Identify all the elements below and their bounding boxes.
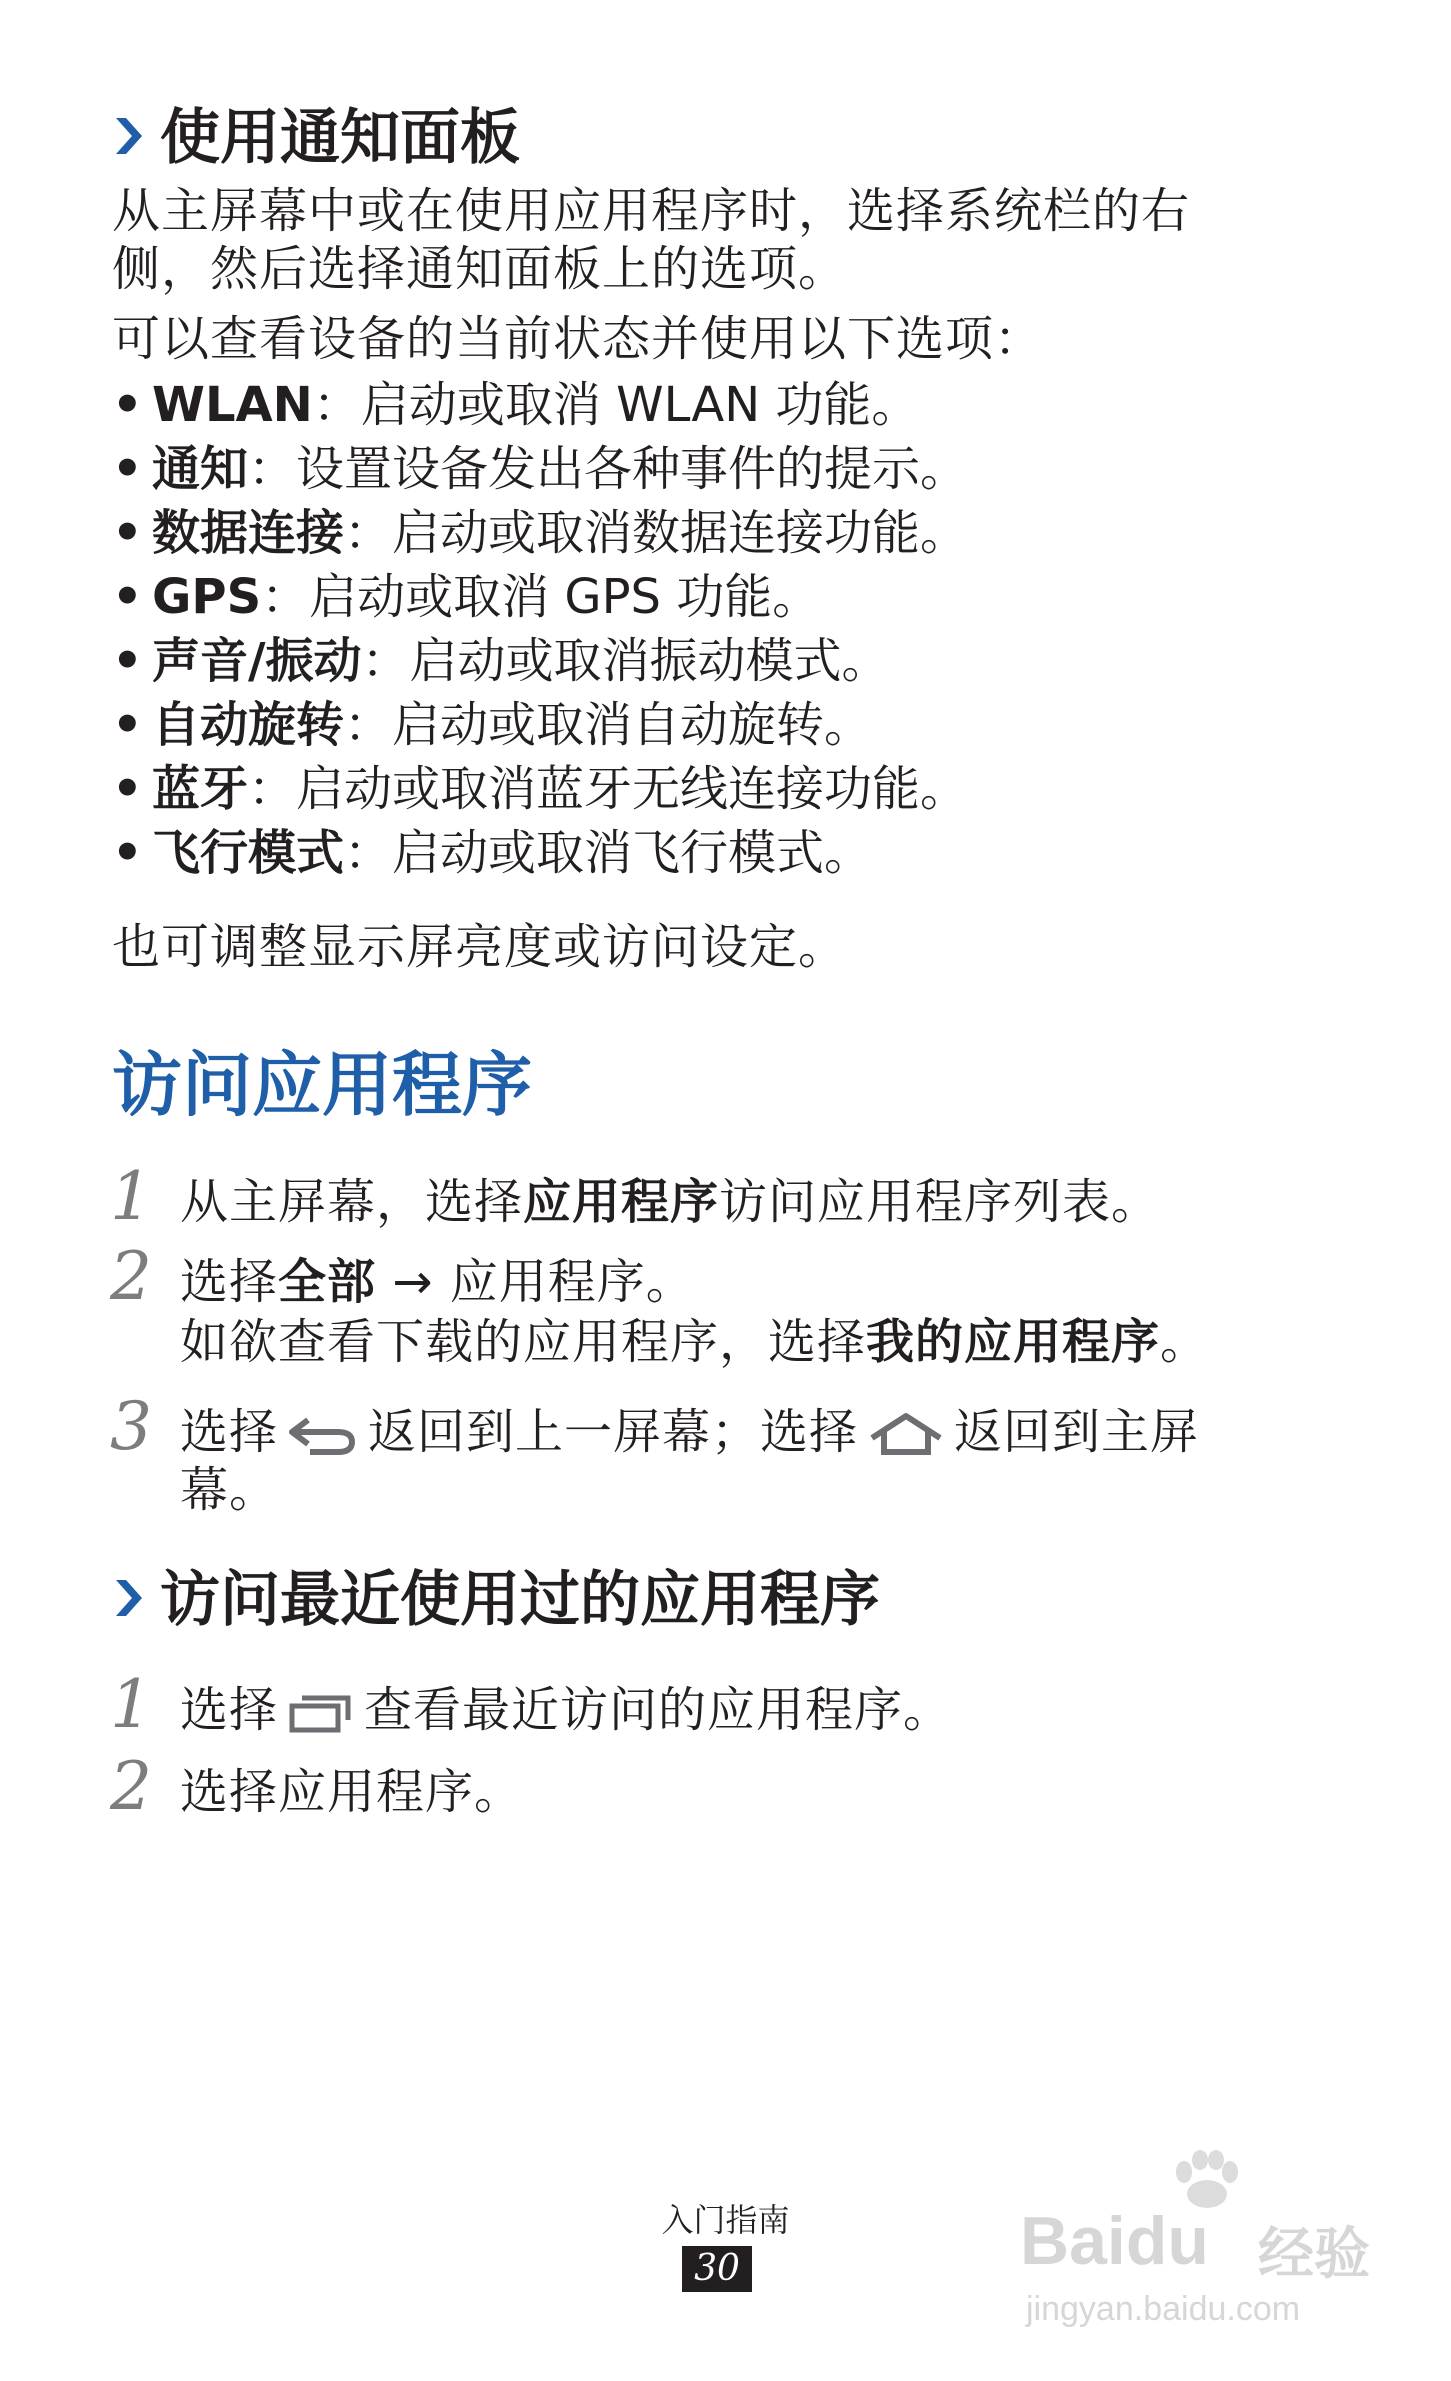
bullet-desc: ：启动或取消 WLAN 功能。 — [312, 377, 920, 433]
step-text: 返回到上一屏幕；选择 — [368, 1404, 859, 1460]
status-line: 可以查看设备的当前状态并使用以下选项： — [112, 311, 1044, 367]
bullet-dot: • — [112, 505, 143, 561]
back-arrow-icon — [288, 1412, 358, 1456]
notification-panel-heading-text: 使用通知面板 — [160, 103, 520, 173]
recent-step-1-text — [180, 1680, 952, 1740]
step-text: 访问应用程序列表。 — [719, 1174, 1161, 1230]
bullet-desc: ：启动或取消振动模式。 — [361, 633, 890, 689]
step-bold-term: 应用程序 — [523, 1174, 720, 1230]
step-bold-term: 我的应用程序 — [866, 1314, 1161, 1370]
step-3-line-2: 幕。 — [180, 1462, 279, 1518]
home-icon — [868, 1412, 944, 1456]
watermark-brand: Baidu — [1020, 2203, 1209, 2279]
step-text: 选择 — [180, 1404, 279, 1460]
access-apps-title: 访问应用程序 — [112, 1044, 532, 1126]
bullet-desc: ：启动或取消数据连接功能。 — [344, 505, 969, 561]
baidu-watermark — [1020, 2150, 1420, 2350]
step-text: 返回到主屏 — [954, 1404, 1200, 1460]
bullet-desc: ：启动或取消 GPS 功能。 — [261, 569, 821, 625]
step-text: 如欲查看下载的应用程序，选择 — [180, 1314, 867, 1370]
footer-section-label: 入门指南 — [661, 2201, 790, 2239]
bullet-term: GPS — [152, 569, 262, 625]
step-2-text — [180, 1252, 695, 1312]
step-text: 选择 — [180, 1682, 279, 1738]
step-2-line-2 — [180, 1312, 1209, 1372]
step-number: 2 — [110, 1238, 152, 1315]
bullet-item — [112, 502, 968, 564]
bullet-dot: • — [112, 697, 143, 753]
step-bold-term: 全部 — [278, 1254, 377, 1310]
bullet-term: 声音/振动 — [152, 633, 362, 689]
bullet-dot: • — [112, 569, 143, 625]
intro-line-1: 从主屏幕中或在使用应用程序时，选择系统栏的右 — [112, 183, 1191, 239]
bullet-item — [112, 438, 968, 500]
bullet-dot: • — [112, 633, 143, 689]
watermark-product: 经验 — [1258, 2222, 1370, 2285]
bullet-item — [112, 566, 820, 628]
bullet-term: 蓝牙 — [152, 761, 249, 817]
bullet-item — [112, 758, 968, 820]
bullet-item — [112, 630, 890, 692]
page-number: 30 — [682, 2246, 752, 2292]
recent-step-2-text: 选择应用程序。 — [180, 1764, 524, 1820]
bullet-term: 飞行模式 — [152, 825, 345, 881]
intro-line-2: 侧，然后选择通知面板上的选项。 — [112, 241, 848, 297]
step-text: → 应用程序。 — [376, 1254, 695, 1310]
bullet-desc: ：启动或取消飞行模式。 — [344, 825, 873, 881]
bullet-item — [112, 694, 872, 756]
paw-icon — [1170, 2150, 1240, 2210]
step-number: 3 — [110, 1388, 152, 1465]
recent-apps-icon — [288, 1690, 354, 1734]
bullet-desc: ：启动或取消自动旋转。 — [344, 697, 873, 753]
step-3-text — [180, 1402, 1199, 1462]
bullet-item — [112, 374, 919, 436]
bullet-dot: • — [112, 761, 143, 817]
bullet-dot: • — [112, 441, 143, 497]
bullet-term: 自动旋转 — [152, 697, 345, 753]
step-text: 。 — [1160, 1314, 1210, 1370]
step-number: 2 — [110, 1748, 152, 1825]
bullet-dot: • — [112, 825, 143, 881]
bullet-desc: ：启动或取消蓝牙无线连接功能。 — [248, 761, 969, 817]
recent-apps-heading-text: 访问最近使用过的应用程序 — [160, 1565, 880, 1635]
step-text: 从主屏幕，选择 — [180, 1174, 524, 1230]
step-1-text — [180, 1172, 1160, 1232]
bullet-term: 数据连接 — [152, 505, 345, 561]
bullet-term: 通知 — [152, 441, 249, 497]
step-number: 1 — [110, 1158, 152, 1235]
notification-panel-heading — [112, 98, 520, 178]
chevron-right-icon — [112, 108, 146, 164]
step-text: 选择 — [180, 1254, 279, 1310]
recent-apps-heading — [112, 1560, 880, 1640]
bullet-dot: • — [112, 377, 143, 433]
chevron-right-icon — [112, 1570, 146, 1626]
bullet-term: WLAN — [152, 377, 313, 433]
step-number: 1 — [110, 1666, 152, 1743]
outro-line: 也可调整显示屏亮度或访问设定。 — [112, 919, 848, 975]
bullet-item — [112, 822, 872, 884]
bullet-desc: ：设置设备发出各种事件的提示。 — [248, 441, 969, 497]
step-text: 查看最近访问的应用程序。 — [364, 1682, 953, 1738]
watermark-url: jingyan.baidu.com — [1026, 2290, 1301, 2328]
